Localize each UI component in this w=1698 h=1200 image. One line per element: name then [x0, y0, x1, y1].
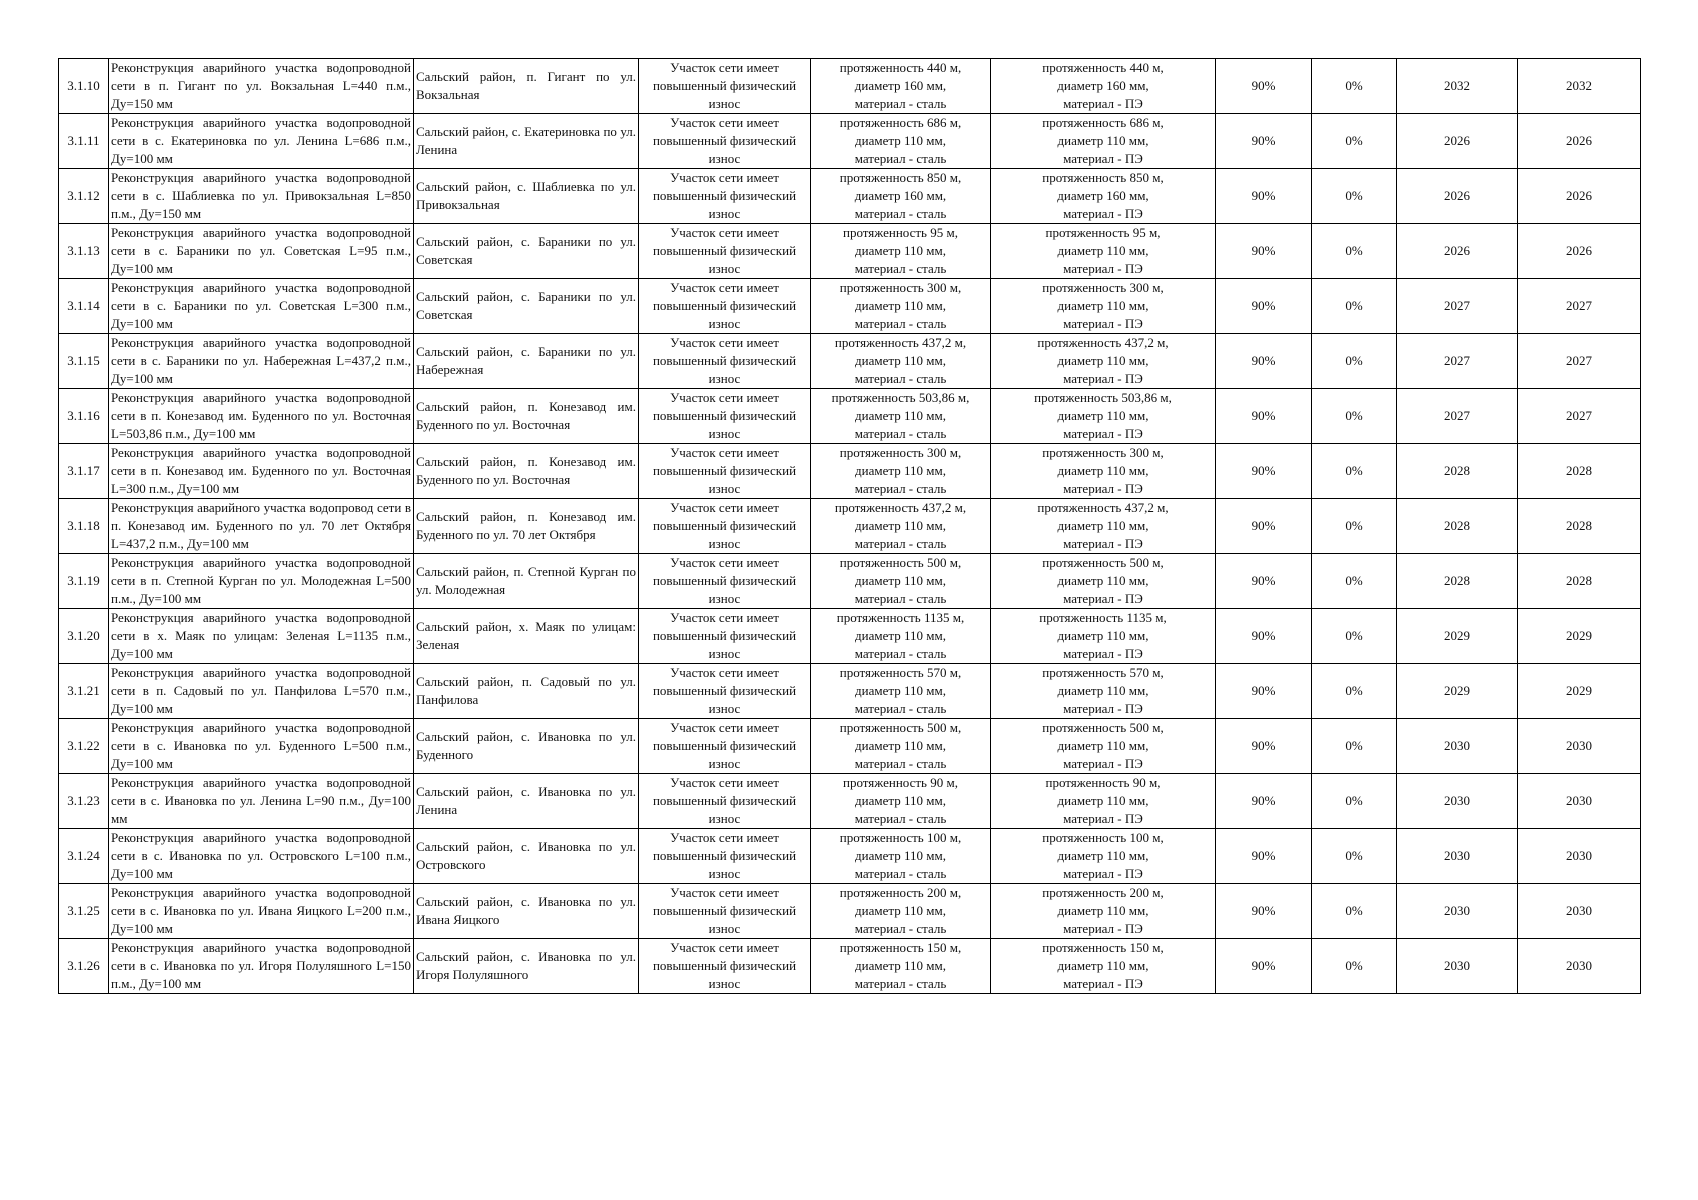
year-end: 2029: [1518, 609, 1641, 664]
work-reason: Участок сети имеет повышенный физический износ: [639, 334, 811, 389]
params-before: [811, 774, 991, 829]
work-reason: Участок сети имеет повышенный физический износ: [639, 114, 811, 169]
after-material: материал - ПЭ: [1063, 151, 1143, 166]
params-before: [811, 554, 991, 609]
work-name: Реконструкция аварийного участка водопроводной сети в с. Екатериновка по ул. Ленина L=686 п.м., Ду=100 мм: [109, 114, 414, 169]
after-material: материал - ПЭ: [1063, 701, 1143, 716]
wear-before: 90%: [1216, 939, 1312, 994]
work-location: Сальский район, п. Садовый по ул. Панфилова: [414, 664, 639, 719]
wear-after: 0%: [1312, 444, 1397, 499]
wear-after: 0%: [1312, 884, 1397, 939]
before-diameter: диаметр 110 мм,: [855, 133, 946, 148]
wear-after: 0%: [1312, 499, 1397, 554]
after-material: материал - ПЭ: [1063, 811, 1143, 826]
table-row: [59, 444, 1641, 499]
after-material: материал - ПЭ: [1063, 536, 1143, 551]
before-material: материал - сталь: [854, 536, 947, 551]
work-location: Сальский район, п. Конезавод им. Буденного по ул. Восточная: [414, 444, 639, 499]
after-material: материал - ПЭ: [1063, 866, 1143, 881]
work-location: Сальский район, х. Маяк по улицам: Зеленая: [414, 609, 639, 664]
wear-after: 0%: [1312, 59, 1397, 114]
params-before: [811, 279, 991, 334]
after-material: материал - ПЭ: [1063, 756, 1143, 771]
work-reason: Участок сети имеет повышенный физический износ: [639, 224, 811, 279]
item-number: 3.1.20: [59, 609, 109, 664]
before-length: протяженность 500 м,: [839, 720, 962, 735]
work-location: Сальский район, п. Конезавод им. Буденного по ул. Восточная: [414, 389, 639, 444]
wear-after: 0%: [1312, 169, 1397, 224]
before-material: материал - сталь: [854, 96, 947, 111]
year-end: 2028: [1518, 554, 1641, 609]
table-body: [59, 59, 1641, 994]
before-length: протяженность 850 м,: [839, 170, 962, 185]
work-reason: Участок сети имеет повышенный физический износ: [639, 884, 811, 939]
work-location: Сальский район, с. Бараники по ул. Советская: [414, 224, 639, 279]
work-location: Сальский район, п. Степной Курган по ул. Молодежная: [414, 554, 639, 609]
wear-before: 90%: [1216, 444, 1312, 499]
before-diameter: диаметр 160 мм,: [854, 78, 947, 93]
year-start: 2027: [1397, 334, 1518, 389]
work-location: Сальский район, с. Бараники по ул. Советская: [414, 279, 639, 334]
work-reason: Участок сети имеет повышенный физический износ: [639, 609, 811, 664]
after-length: протяженность 150 м,: [1042, 940, 1164, 955]
before-length: протяженность 437,2 м,: [834, 500, 967, 515]
wear-before: 90%: [1216, 884, 1312, 939]
before-diameter: диаметр 110 мм,: [855, 628, 946, 643]
params-after: [991, 169, 1216, 224]
wear-after: 0%: [1312, 664, 1397, 719]
work-location: Сальский район, с. Шаблиевка по ул. Привокзальная: [414, 169, 639, 224]
before-material: материал - сталь: [854, 206, 947, 221]
wear-after: 0%: [1312, 224, 1397, 279]
work-location: Сальский район, с. Ивановка по ул. Буденного: [414, 719, 639, 774]
table-row: [59, 114, 1641, 169]
after-diameter: диаметр 110 мм,: [1057, 463, 1149, 478]
after-material: материал - ПЭ: [1063, 261, 1143, 276]
year-start: 2026: [1397, 169, 1518, 224]
after-diameter: диаметр 110 мм,: [1057, 243, 1149, 258]
year-start: 2030: [1397, 829, 1518, 884]
before-diameter: диаметр 110 мм,: [855, 958, 946, 973]
before-length: протяженность 1135 м,: [836, 610, 965, 625]
before-material: материал - сталь: [854, 316, 947, 331]
year-start: 2026: [1397, 114, 1518, 169]
after-material: материал - ПЭ: [1063, 316, 1143, 331]
year-start: 2027: [1397, 279, 1518, 334]
before-diameter: диаметр 110 мм,: [855, 353, 946, 368]
work-reason: Участок сети имеет повышенный физический износ: [639, 169, 811, 224]
table-row: [59, 554, 1641, 609]
after-length: протяженность 95 м,: [1045, 225, 1161, 240]
params-after: [991, 389, 1216, 444]
item-number: 3.1.22: [59, 719, 109, 774]
params-before: [811, 334, 991, 389]
item-number: 3.1.24: [59, 829, 109, 884]
year-end: 2027: [1518, 389, 1641, 444]
params-before: [811, 664, 991, 719]
before-diameter: диаметр 110 мм,: [855, 518, 946, 533]
year-start: 2028: [1397, 499, 1518, 554]
params-before: [811, 114, 991, 169]
before-diameter: диаметр 110 мм,: [855, 738, 946, 753]
before-diameter: диаметр 110 мм,: [855, 298, 946, 313]
before-length: протяженность 150 м,: [839, 940, 962, 955]
work-reason: Участок сети имеет повышенный физический износ: [639, 444, 811, 499]
before-length: протяженность 100 м,: [839, 830, 962, 845]
before-material: материал - сталь: [854, 866, 947, 881]
after-diameter: диаметр 110 мм,: [1057, 958, 1149, 973]
year-start: 2026: [1397, 224, 1518, 279]
item-number: 3.1.12: [59, 169, 109, 224]
before-material: материал - сталь: [854, 811, 947, 826]
before-length: протяженность 95 м,: [843, 225, 958, 240]
year-end: 2030: [1518, 829, 1641, 884]
year-start: 2030: [1397, 774, 1518, 829]
params-before: [811, 59, 991, 114]
wear-before: 90%: [1216, 114, 1312, 169]
before-length: протяженность 300 м,: [839, 280, 962, 295]
year-start: 2029: [1397, 664, 1518, 719]
params-after: [991, 279, 1216, 334]
after-material: материал - ПЭ: [1063, 96, 1143, 111]
before-diameter: диаметр 110 мм,: [855, 793, 946, 808]
after-diameter: диаметр 110 мм,: [1057, 683, 1149, 698]
after-diameter: диаметр 110 мм,: [1057, 353, 1149, 368]
year-start: 2030: [1397, 939, 1518, 994]
params-after: [991, 774, 1216, 829]
table-row: [59, 279, 1641, 334]
work-location: Сальский район, с. Ивановка по ул. Игоря Полуляшного: [414, 939, 639, 994]
after-diameter: диаметр 110 мм,: [1057, 848, 1149, 863]
wear-after: 0%: [1312, 774, 1397, 829]
work-name: Реконструкция аварийного участка водопроводной сети в п. Садовый по ул. Панфилова L=570 п.м., Ду=100 мм: [109, 664, 414, 719]
item-number: 3.1.15: [59, 334, 109, 389]
wear-before: 90%: [1216, 554, 1312, 609]
wear-after: 0%: [1312, 609, 1397, 664]
before-material: материал - сталь: [854, 976, 947, 991]
year-end: 2028: [1518, 499, 1641, 554]
after-length: протяженность 686 м,: [1042, 115, 1164, 130]
after-diameter: диаметр 110 мм,: [1057, 628, 1149, 643]
work-name: Реконструкция аварийного участка водопроводной сети в п. Конезавод им. Буденного по ул. Восточная L=503,86 п.м., Ду=100 мм: [109, 389, 414, 444]
before-length: протяженность 570 м,: [839, 665, 962, 680]
wear-before: 90%: [1216, 59, 1312, 114]
year-start: 2028: [1397, 554, 1518, 609]
table-row: [59, 939, 1641, 994]
wear-before: 90%: [1216, 279, 1312, 334]
before-diameter: диаметр 110 мм,: [855, 408, 946, 423]
work-reason: Участок сети имеет повышенный физический износ: [639, 939, 811, 994]
before-diameter: диаметр 110 мм,: [855, 573, 946, 588]
after-length: протяженность 437,2 м,: [1037, 335, 1169, 350]
work-name: Реконструкция аварийного участка водопроводной сети в п. Гигант по ул. Вокзальная L=440 п.м., Ду=150 мм: [109, 59, 414, 114]
table-row: [59, 224, 1641, 279]
table-row: [59, 719, 1641, 774]
before-material: материал - сталь: [854, 756, 947, 771]
table-row: [59, 499, 1641, 554]
table-row: [59, 334, 1641, 389]
before-material: материал - сталь: [854, 426, 947, 441]
year-end: 2026: [1518, 224, 1641, 279]
work-location: Сальский район, с. Екатериновка по ул. Ленина: [414, 114, 639, 169]
year-end: 2030: [1518, 719, 1641, 774]
year-start: 2030: [1397, 719, 1518, 774]
item-number: 3.1.23: [59, 774, 109, 829]
after-length: протяженность 200 м,: [1042, 885, 1164, 900]
after-diameter: диаметр 110 мм,: [1057, 133, 1149, 148]
work-reason: Участок сети имеет повышенный физический износ: [639, 774, 811, 829]
before-material: материал - сталь: [854, 591, 947, 606]
year-end: 2032: [1518, 59, 1641, 114]
before-material: материал - сталь: [854, 151, 947, 166]
params-after: [991, 884, 1216, 939]
after-length: протяженность 100 м,: [1042, 830, 1164, 845]
year-end: 2028: [1518, 444, 1641, 499]
wear-after: 0%: [1312, 719, 1397, 774]
before-length: протяженность 686 м,: [839, 115, 962, 130]
wear-before: 90%: [1216, 224, 1312, 279]
params-before: [811, 884, 991, 939]
work-name: Реконструкция аварийного участка водопроводной сети в п. Степной Курган по ул. Молодежная L=500 п.м., Ду=100 мм: [109, 554, 414, 609]
work-location: Сальский район, п. Гигант по ул. Вокзальная: [414, 59, 639, 114]
before-length: протяженность 503,86 м,: [831, 390, 970, 405]
work-reason: Участок сети имеет повышенный физический износ: [639, 389, 811, 444]
wear-before: 90%: [1216, 389, 1312, 444]
table-row: [59, 829, 1641, 884]
work-name: Реконструкция аварийного участка водопроводной сети в с. Бараники по ул. Набережная L=437,2 п.м., Ду=100 мм: [109, 334, 414, 389]
work-reason: Участок сети имеет повышенный физический износ: [639, 499, 811, 554]
after-diameter: диаметр 110 мм,: [1057, 573, 1149, 588]
after-length: протяженность 440 м,: [1042, 60, 1164, 75]
item-number: 3.1.17: [59, 444, 109, 499]
work-name: Реконструкция аварийного участка водопроводной сети в с. Ивановка по ул. Игоря Полуляшного L=150 п.м., Ду=100 мм: [109, 939, 414, 994]
after-diameter: диаметр 110 мм,: [1057, 793, 1149, 808]
wear-after: 0%: [1312, 554, 1397, 609]
before-material: материал - сталь: [854, 481, 947, 496]
params-before: [811, 939, 991, 994]
before-length: протяженность 500 м,: [839, 555, 962, 570]
before-diameter: диаметр 110 мм,: [855, 243, 946, 258]
after-length: протяженность 503,86 м,: [1034, 390, 1172, 405]
before-length: протяженность 200 м,: [839, 885, 962, 900]
after-length: протяженность 437,2 м,: [1037, 500, 1169, 515]
item-number: 3.1.13: [59, 224, 109, 279]
before-diameter: диаметр 110 мм,: [855, 463, 946, 478]
work-name: Реконструкция аварийного участка водопровод сети в п. Конезавод им. Буденного по ул. 70 лет Октября L=437,2 п.м., Ду=100 мм: [109, 499, 414, 554]
item-number: 3.1.14: [59, 279, 109, 334]
work-name: Реконструкция аварийного участка водопроводной сети в с. Ивановка по ул. Островского L=100 п.м., Ду=100 мм: [109, 829, 414, 884]
params-before: [811, 389, 991, 444]
params-after: [991, 554, 1216, 609]
work-name: Реконструкция аварийного участка водопроводной сети в п. Конезавод им. Буденного по ул. Восточная L=300 п.м., Ду=100 мм: [109, 444, 414, 499]
before-material: материал - сталь: [854, 261, 947, 276]
params-before: [811, 609, 991, 664]
params-after: [991, 499, 1216, 554]
year-end: 2030: [1518, 884, 1641, 939]
item-number: 3.1.16: [59, 389, 109, 444]
params-after: [991, 664, 1216, 719]
work-location: Сальский район, п. Конезавод им. Буденного по ул. 70 лет Октября: [414, 499, 639, 554]
after-diameter: диаметр 110 мм,: [1057, 518, 1149, 533]
after-material: материал - ПЭ: [1063, 976, 1143, 991]
work-name: Реконструкция аварийного участка водопроводной сети в х. Маяк по улицам: Зеленая L=1135 п.м., Ду=100 мм: [109, 609, 414, 664]
after-material: материал - ПЭ: [1063, 591, 1143, 606]
year-start: 2028: [1397, 444, 1518, 499]
year-end: 2026: [1518, 169, 1641, 224]
after-diameter: диаметр 110 мм,: [1057, 738, 1149, 753]
wear-before: 90%: [1216, 169, 1312, 224]
work-reason: Участок сети имеет повышенный физический износ: [639, 279, 811, 334]
year-end: 2026: [1518, 114, 1641, 169]
wear-before: 90%: [1216, 829, 1312, 884]
year-end: 2029: [1518, 664, 1641, 719]
after-length: протяженность 300 м,: [1042, 280, 1164, 295]
work-location: Сальский район, с. Ивановка по ул. Ленина: [414, 774, 639, 829]
item-number: 3.1.10: [59, 59, 109, 114]
after-length: протяженность 500 м,: [1042, 720, 1164, 735]
wear-before: 90%: [1216, 774, 1312, 829]
after-diameter: диаметр 160 мм,: [1057, 78, 1149, 93]
before-length: протяженность 437,2 м,: [834, 335, 967, 350]
before-material: материал - сталь: [854, 371, 947, 386]
year-end: 2027: [1518, 279, 1641, 334]
before-diameter: диаметр 160 мм,: [854, 188, 947, 203]
params-before: [811, 829, 991, 884]
year-start: 2029: [1397, 609, 1518, 664]
wear-after: 0%: [1312, 939, 1397, 994]
table-row: [59, 884, 1641, 939]
wear-before: 90%: [1216, 664, 1312, 719]
work-reason: Участок сети имеет повышенный физический износ: [639, 829, 811, 884]
work-reason: Участок сети имеет повышенный физический износ: [639, 664, 811, 719]
reconstruction-table: [58, 58, 1641, 994]
item-number: 3.1.11: [59, 114, 109, 169]
wear-after: 0%: [1312, 114, 1397, 169]
work-name: Реконструкция аварийного участка водопроводной сети в с. Ивановка по ул. Ленина L=90 п.м., Ду=100 мм: [109, 774, 414, 829]
item-number: 3.1.18: [59, 499, 109, 554]
year-start: 2027: [1397, 389, 1518, 444]
before-material: материал - сталь: [854, 921, 947, 936]
work-reason: Участок сети имеет повышенный физический износ: [639, 554, 811, 609]
after-length: протяженность 500 м,: [1042, 555, 1164, 570]
after-diameter: диаметр 160 мм,: [1057, 188, 1149, 203]
table-row: [59, 169, 1641, 224]
wear-after: 0%: [1312, 389, 1397, 444]
table-row: [59, 664, 1641, 719]
after-diameter: диаметр 110 мм,: [1057, 408, 1149, 423]
item-number: 3.1.19: [59, 554, 109, 609]
params-after: [991, 334, 1216, 389]
item-number: 3.1.26: [59, 939, 109, 994]
work-reason: Участок сети имеет повышенный физический износ: [639, 719, 811, 774]
after-length: протяженность 90 м,: [1045, 775, 1161, 790]
after-length: протяженность 1135 м,: [1039, 610, 1167, 625]
before-length: протяженность 300 м,: [839, 445, 962, 460]
work-location: Сальский район, с. Бараники по ул. Набережная: [414, 334, 639, 389]
params-before: [811, 169, 991, 224]
params-before: [811, 224, 991, 279]
year-start: 2030: [1397, 884, 1518, 939]
params-after: [991, 719, 1216, 774]
before-length: протяженность 90 м,: [843, 775, 958, 790]
before-diameter: диаметр 110 мм,: [855, 848, 946, 863]
after-material: материал - ПЭ: [1063, 206, 1143, 221]
work-name: Реконструкция аварийного участка водопроводной сети в с. Бараники по ул. Советская L=300 п.м., Ду=100 мм: [109, 279, 414, 334]
year-end: 2030: [1518, 774, 1641, 829]
table-row: [59, 609, 1641, 664]
params-after: [991, 59, 1216, 114]
wear-after: 0%: [1312, 829, 1397, 884]
params-after: [991, 224, 1216, 279]
item-number: 3.1.25: [59, 884, 109, 939]
wear-before: 90%: [1216, 719, 1312, 774]
wear-before: 90%: [1216, 334, 1312, 389]
work-name: Реконструкция аварийного участка водопроводной сети в с. Ивановка по ул. Буденного L=500 п.м., Ду=100 мм: [109, 719, 414, 774]
params-after: [991, 114, 1216, 169]
after-length: протяженность 850 м,: [1042, 170, 1164, 185]
after-length: протяженность 300 м,: [1042, 445, 1164, 460]
year-start: 2032: [1397, 59, 1518, 114]
work-name: Реконструкция аварийного участка водопроводной сети в с. Бараники по ул. Советская L=95 п.м., Ду=100 мм: [109, 224, 414, 279]
params-after: [991, 609, 1216, 664]
table-row: [59, 59, 1641, 114]
params-before: [811, 444, 991, 499]
after-material: материал - ПЭ: [1063, 646, 1143, 661]
before-length: протяженность 440 м,: [839, 60, 962, 75]
params-after: [991, 829, 1216, 884]
before-diameter: диаметр 110 мм,: [855, 683, 946, 698]
wear-after: 0%: [1312, 279, 1397, 334]
before-diameter: диаметр 110 мм,: [855, 903, 946, 918]
before-material: материал - сталь: [854, 646, 947, 661]
wear-before: 90%: [1216, 609, 1312, 664]
table-row: [59, 774, 1641, 829]
params-after: [991, 939, 1216, 994]
after-diameter: диаметр 110 мм,: [1057, 903, 1149, 918]
after-material: материал - ПЭ: [1063, 481, 1143, 496]
params-before: [811, 499, 991, 554]
wear-after: 0%: [1312, 334, 1397, 389]
year-end: 2027: [1518, 334, 1641, 389]
after-material: материал - ПЭ: [1063, 921, 1143, 936]
params-after: [991, 444, 1216, 499]
after-material: материал - ПЭ: [1063, 426, 1143, 441]
item-number: 3.1.21: [59, 664, 109, 719]
work-name: Реконструкция аварийного участка водопроводной сети в с. Ивановка по ул. Ивана Яицкого L=200 п.м., Ду=100 мм: [109, 884, 414, 939]
params-before: [811, 719, 991, 774]
work-location: Сальский район, с. Ивановка по ул. Ивана Яицкого: [414, 884, 639, 939]
work-location: Сальский район, с. Ивановка по ул. Островского: [414, 829, 639, 884]
before-material: материал - сталь: [854, 701, 947, 716]
wear-before: 90%: [1216, 499, 1312, 554]
after-material: материал - ПЭ: [1063, 371, 1143, 386]
work-reason: Участок сети имеет повышенный физический износ: [639, 59, 811, 114]
work-name: Реконструкция аварийного участка водопроводной сети в с. Шаблиевка по ул. Привокзальная L=850 п.м., Ду=150 мм: [109, 169, 414, 224]
after-length: протяженность 570 м,: [1042, 665, 1164, 680]
table-row: [59, 389, 1641, 444]
year-end: 2030: [1518, 939, 1641, 994]
after-diameter: диаметр 110 мм,: [1057, 298, 1149, 313]
